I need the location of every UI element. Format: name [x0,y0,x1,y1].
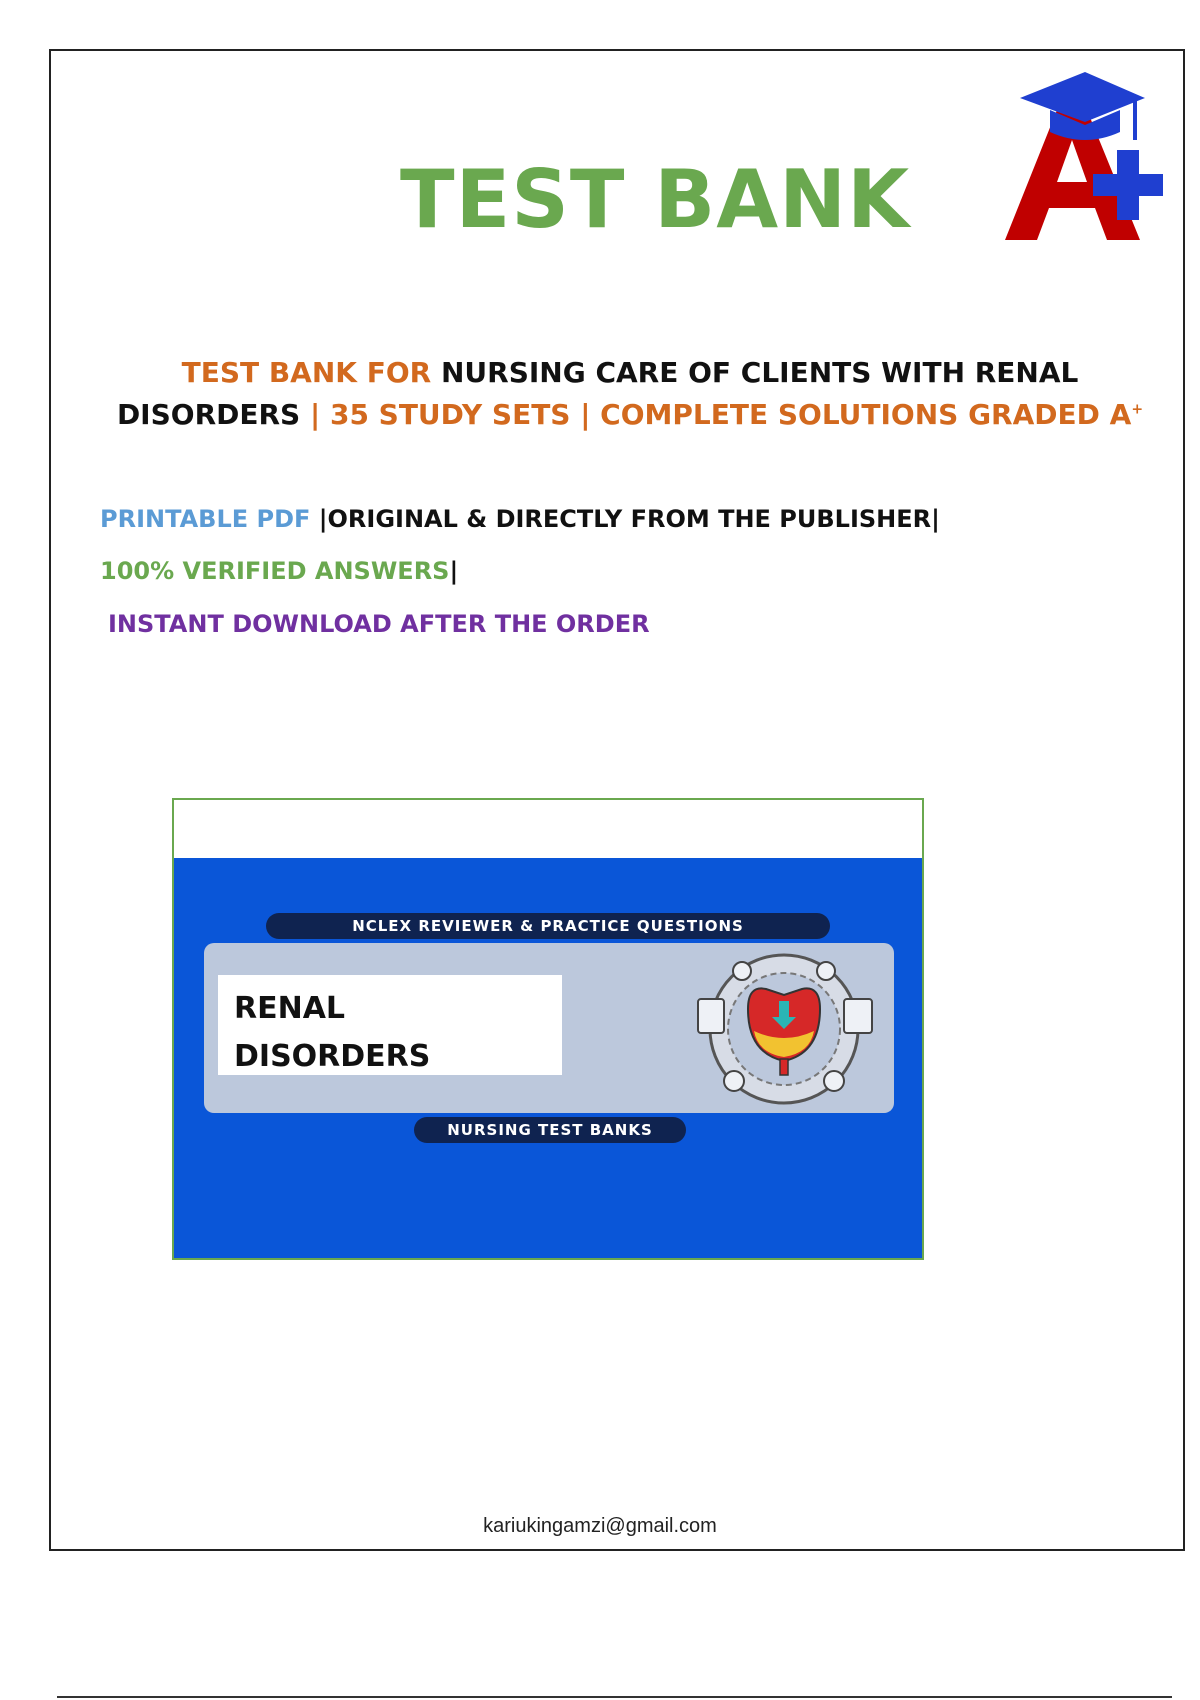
page-title: TEST BANK [400,153,911,246]
info-line-verified [100,557,458,585]
info-printable-label: PRINTABLE PDF [100,505,319,533]
illustration-arrow-shaft [779,1001,789,1017]
footer-email[interactable]: kariukingamzi@gmail.com [483,1515,717,1537]
info-verified-separator: | [449,557,459,585]
info-line-printable [100,505,940,533]
subtitle-prefix: TEST BANK FOR [181,356,441,389]
cover-topic-line2: DISORDERS [234,1039,431,1074]
cover-top-banner: NCLEX REVIEWER & PRACTICE QUESTIONS [266,913,830,939]
cover-image [172,798,924,1260]
bladder-icon [684,949,884,1109]
subtitle-superscript: + [1131,401,1144,418]
subtitle-course-name: NURSING CARE OF CLIENTS WITH RENAL DISORDERS [116,356,1079,431]
illustration-clipboard-right [844,999,872,1033]
illustration-urethra [780,1059,788,1075]
illustration-gear-bottom-right [824,1071,844,1091]
info-verified-label: 100% VERIFIED ANSWERS [100,557,450,585]
illustration-gear-top-right [817,962,835,980]
cover-panel [204,943,894,1113]
document-subtitle [100,352,1160,436]
logo-cap-board [1020,72,1145,122]
a-plus-graduation-logo-icon [995,70,1170,245]
subtitle-details: | 35 STUDY SETS | COMPLETE SOLUTIONS GRADED A [300,398,1132,431]
illustration-gear-top-left [733,962,751,980]
info-publisher-label: |ORIGINAL & DIRECTLY FROM THE PUBLISHER| [318,505,940,533]
cover-topic-label [218,975,562,1075]
illustration-gear-bottom-left [724,1071,744,1091]
info-instant-download: INSTANT DOWNLOAD AFTER THE ORDER [108,610,650,638]
illustration-clipboard-left [698,999,724,1033]
cover-blue-area [174,858,922,1260]
cover-bottom-banner: NURSING TEST BANKS [414,1117,686,1143]
logo-plus-horizontal [1093,174,1163,196]
cover-topic-line1: RENAL [234,991,346,1026]
bottom-rule [57,1696,1172,1698]
